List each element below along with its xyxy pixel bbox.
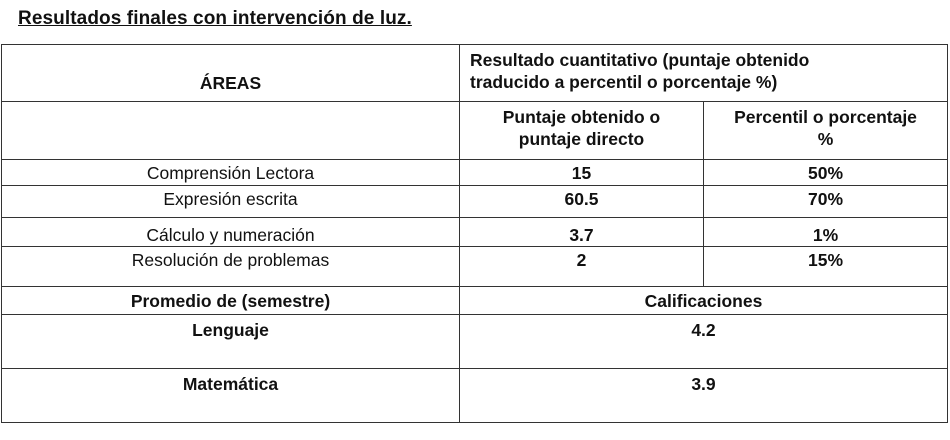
table-row [2,247,948,287]
percent-cell: 1% [704,218,948,247]
percent-header [704,102,948,160]
document-title: Resultados finales con intervención de luz. [18,8,412,29]
grade-cell: 4.2 [460,315,948,369]
subject-cell: Lenguaje [2,315,460,369]
subject-cell: Matemática [2,369,460,423]
result-header-line1: Resultado cuantitativo (puntaje obtenido [470,50,810,70]
header-row-sub [2,102,948,160]
score-cell: 2 [460,247,704,287]
area-cell: Resolución de problemas [2,247,460,287]
score-cell: 15 [460,160,704,186]
percent-cell: 50% [704,160,948,186]
table-row [2,315,948,369]
results-table [1,44,948,423]
percent-header-line1: Percentil o porcentaje [734,107,917,127]
areas-header-label: ÁREAS [199,73,262,93]
percent-header-line2: % [817,129,834,149]
areas-subheader-empty [2,102,460,160]
area-cell: Cálculo y numeración [2,218,460,247]
table-row [2,369,948,423]
averages-header-row [2,287,948,315]
result-header [460,45,948,102]
header-row-main [2,45,948,102]
areas-header [2,45,460,102]
averages-header-right: Calificaciones [460,287,948,315]
table-row [2,186,948,218]
area-cell: Expresión escrita [2,186,460,218]
area-cell: Comprensión Lectora [2,160,460,186]
table-row [2,218,948,247]
percent-cell: 70% [704,186,948,218]
score-header [460,102,704,160]
table-row [2,160,948,186]
score-cell: 60.5 [460,186,704,218]
result-header-line2: traducido a percentil o porcentaje %) [470,72,778,92]
grade-cell: 3.9 [460,369,948,423]
percent-cell: 15% [704,247,948,287]
averages-header-left: Promedio de (semestre) [2,287,460,315]
score-header-line2: puntaje directo [518,129,645,149]
score-cell: 3.7 [460,218,704,247]
score-header-line1: Puntaje obtenido o [502,107,661,127]
